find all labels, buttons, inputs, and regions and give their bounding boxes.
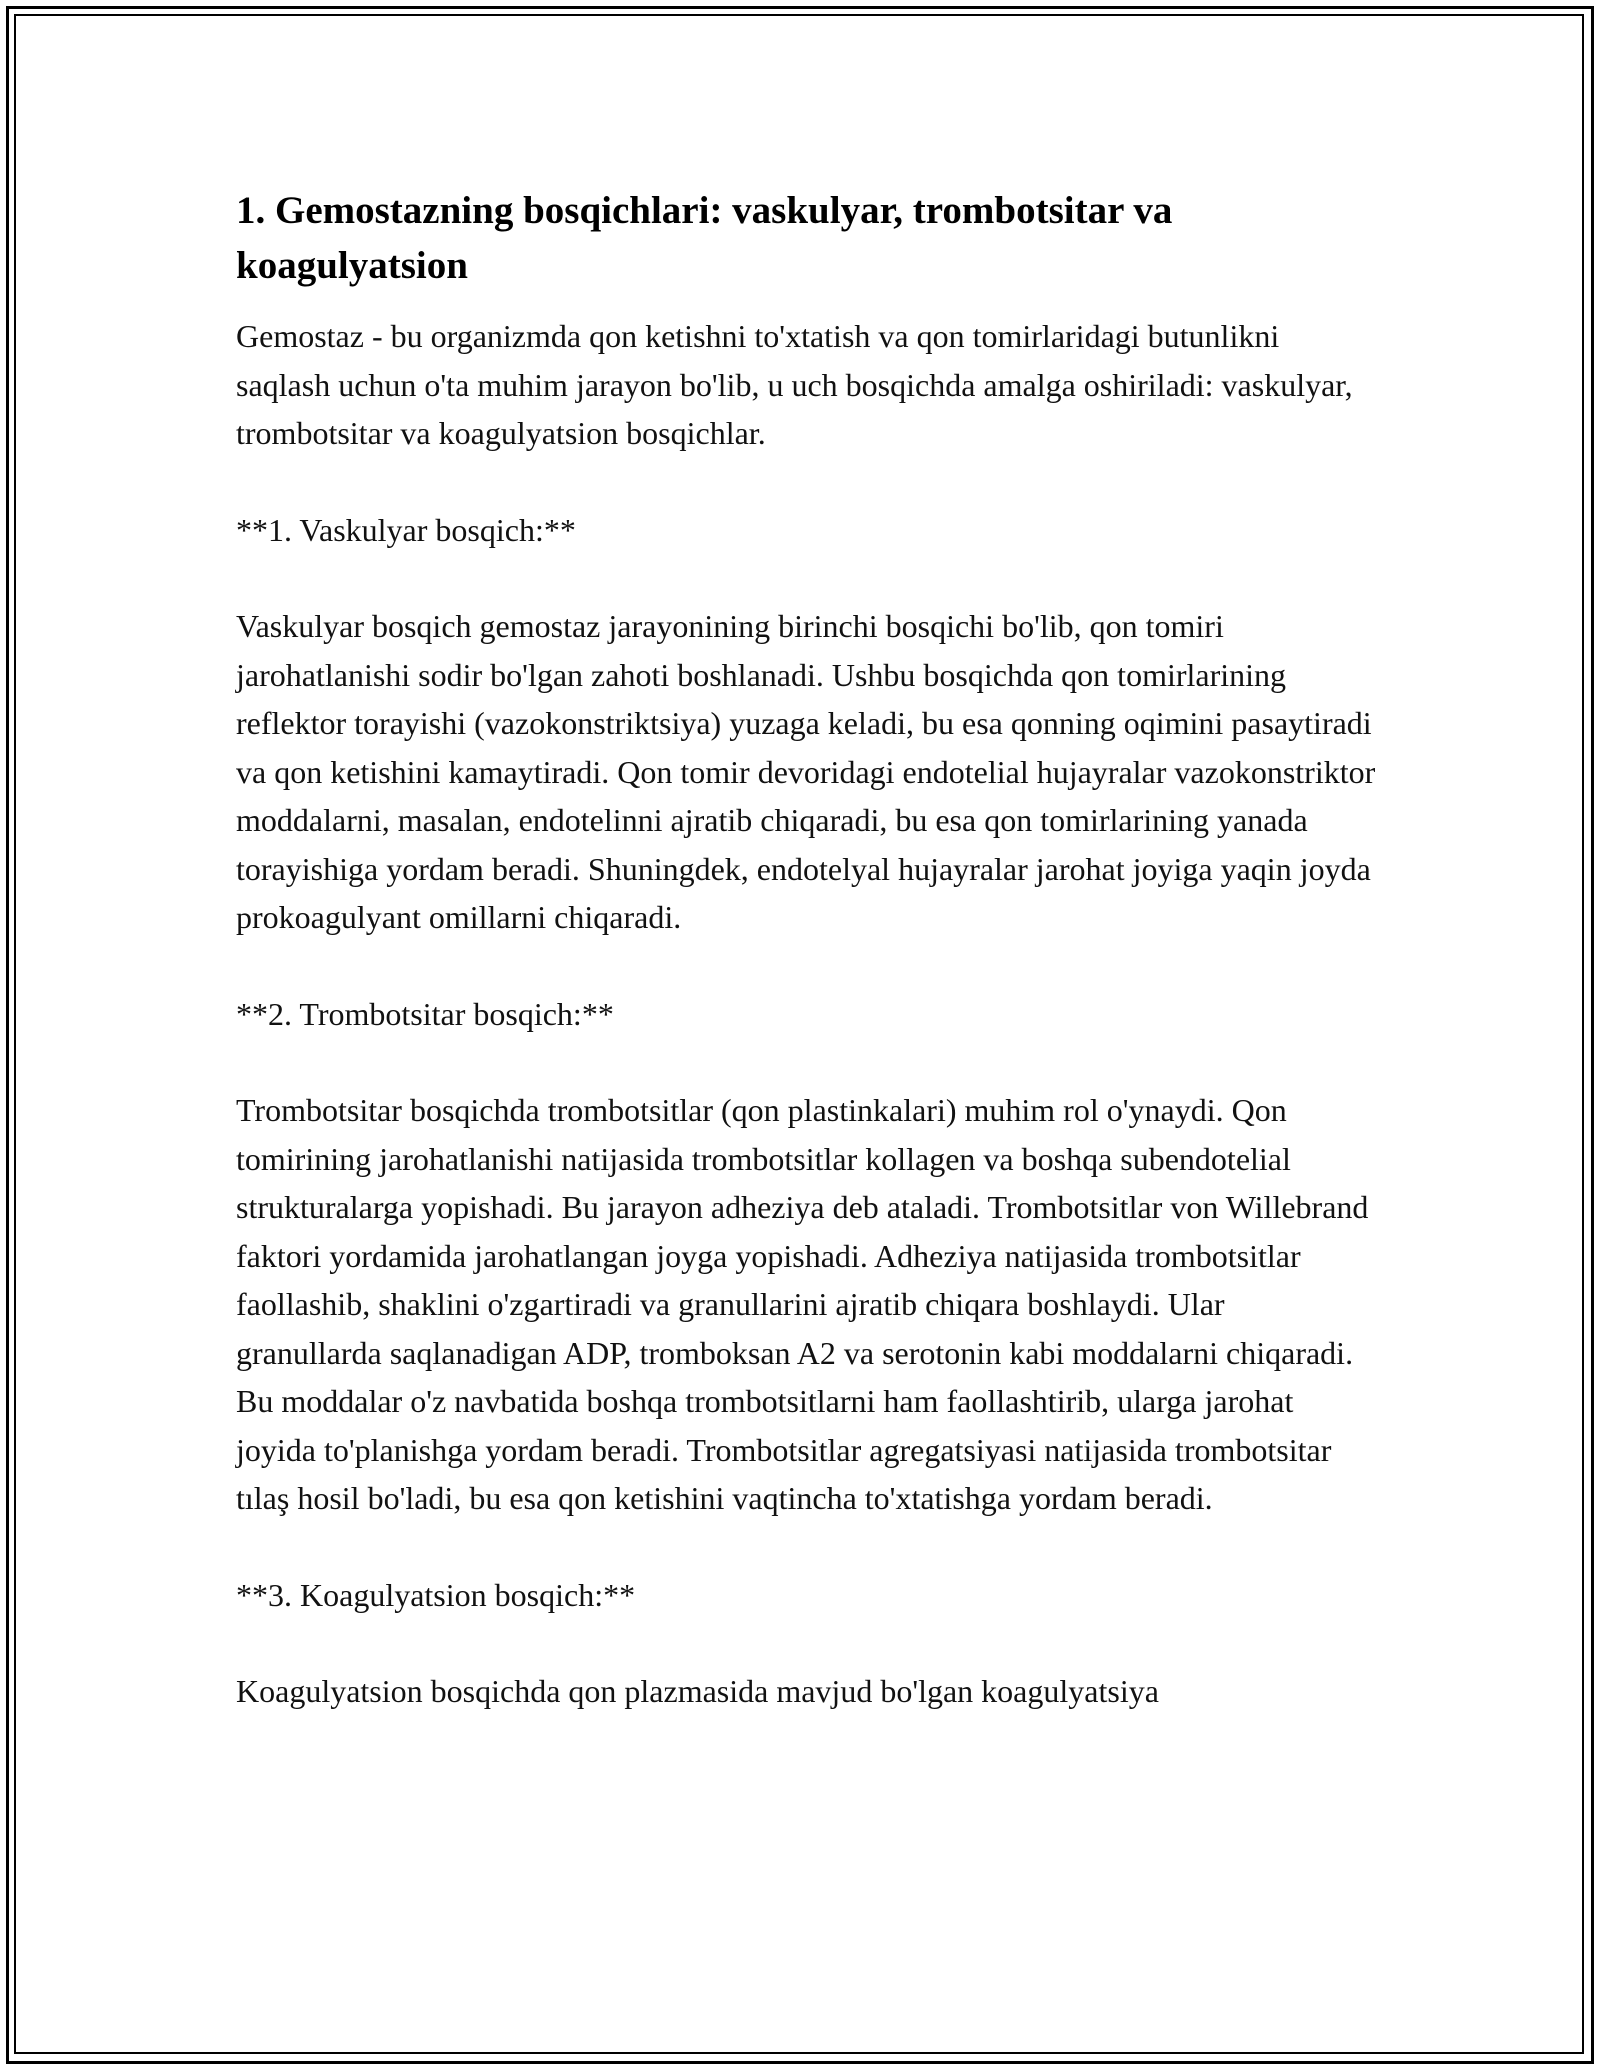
document-body (236, 183, 1376, 1764)
document-title: 1. Gemostazning bosqichlari: vaskulyar, trombotsitar va koagulyatsion (236, 189, 1173, 287)
intro-paragraph: Gemostaz - bu organizmda qon ketishni to'xtatish va qon tomirlaridagi butunlikni saqlash uchun o'ta muhim jarayon bo'lib, u uch bosqichda amalga oshiriladi: vaskulyar, trombotsitar va koagulyatsion bosqichlar. (236, 318, 1353, 451)
section-heading-vaskulyar: **1. Vaskulyar bosqich:** (236, 511, 576, 548)
section-text-vaskulyar: Vaskulyar bosqich gemostaz jarayonining birinchi bosqichi bo'lib, qon tomiri jarohatlanishi sodir bo'lgan zahoti boshlanadi. Ushbu bosqichda qon tomirlarining reflektor torayishi (vazokonstriktsiya) yuzaga keladi, bu esa qonning oqimini pasaytiradi va qon ketishini kamaytiradi. Qon tomir devoridagi endotelial hujayralar vazokonstriktor moddalarni, masalan, endotelinni ajratib chiqaradi, bu esa qon tomirlarining yanada torayishiga yordam beradi. Shuningdek, endotelyal hujayralar jarohat joyiga yaqin joyda prokoagulyant omillarni chiqaradi. (236, 608, 1376, 935)
section-heading-koagulyatsion: **3. Koagulyatsion bosqich:** (236, 1576, 636, 1613)
section-heading-trombotsitar: **2. Trombotsitar bosqich:** (236, 995, 614, 1032)
section-text-trombotsitar: Trombotsitar bosqichda trombotsitlar (qon plastinkalari) muhim rol o'ynaydi. Qon tomirining jarohatlanishi natijasida trombotsitlar kollagen va boshqa subendotelial strukturalarga yopishadi. Bu jarayon adheziya deb ataladi. Trombotsitlar von Willebrand faktori yordamida jarohatlangan joyga yopishadi. Adheziya natijasida trombotsitlar faollashib, shaklini o'zgartiradi va granullarini ajratib chiqara boshlaydi. Ular granullarda saqlanadigan ADP, tromboksan A2 va serotonin kabi moddalarni chiqaradi. Bu moddalar o'z navbatida boshqa trombotsitlarni ham faollashtirib, ularga jarohat joyida to'planishga yordam beradi. Trombotsitlar agregatsiyasi natijasida trombotsitar tılaş hosil bo'ladi, bu esa qon ketishini vaqtincha to'xtatishga yordam beradi. (236, 1092, 1369, 1516)
section-text-koagulyatsion: Koagulyatsion bosqichda qon plazmasida mavjud bo'lgan koagulyatsiya (236, 1673, 1159, 1709)
